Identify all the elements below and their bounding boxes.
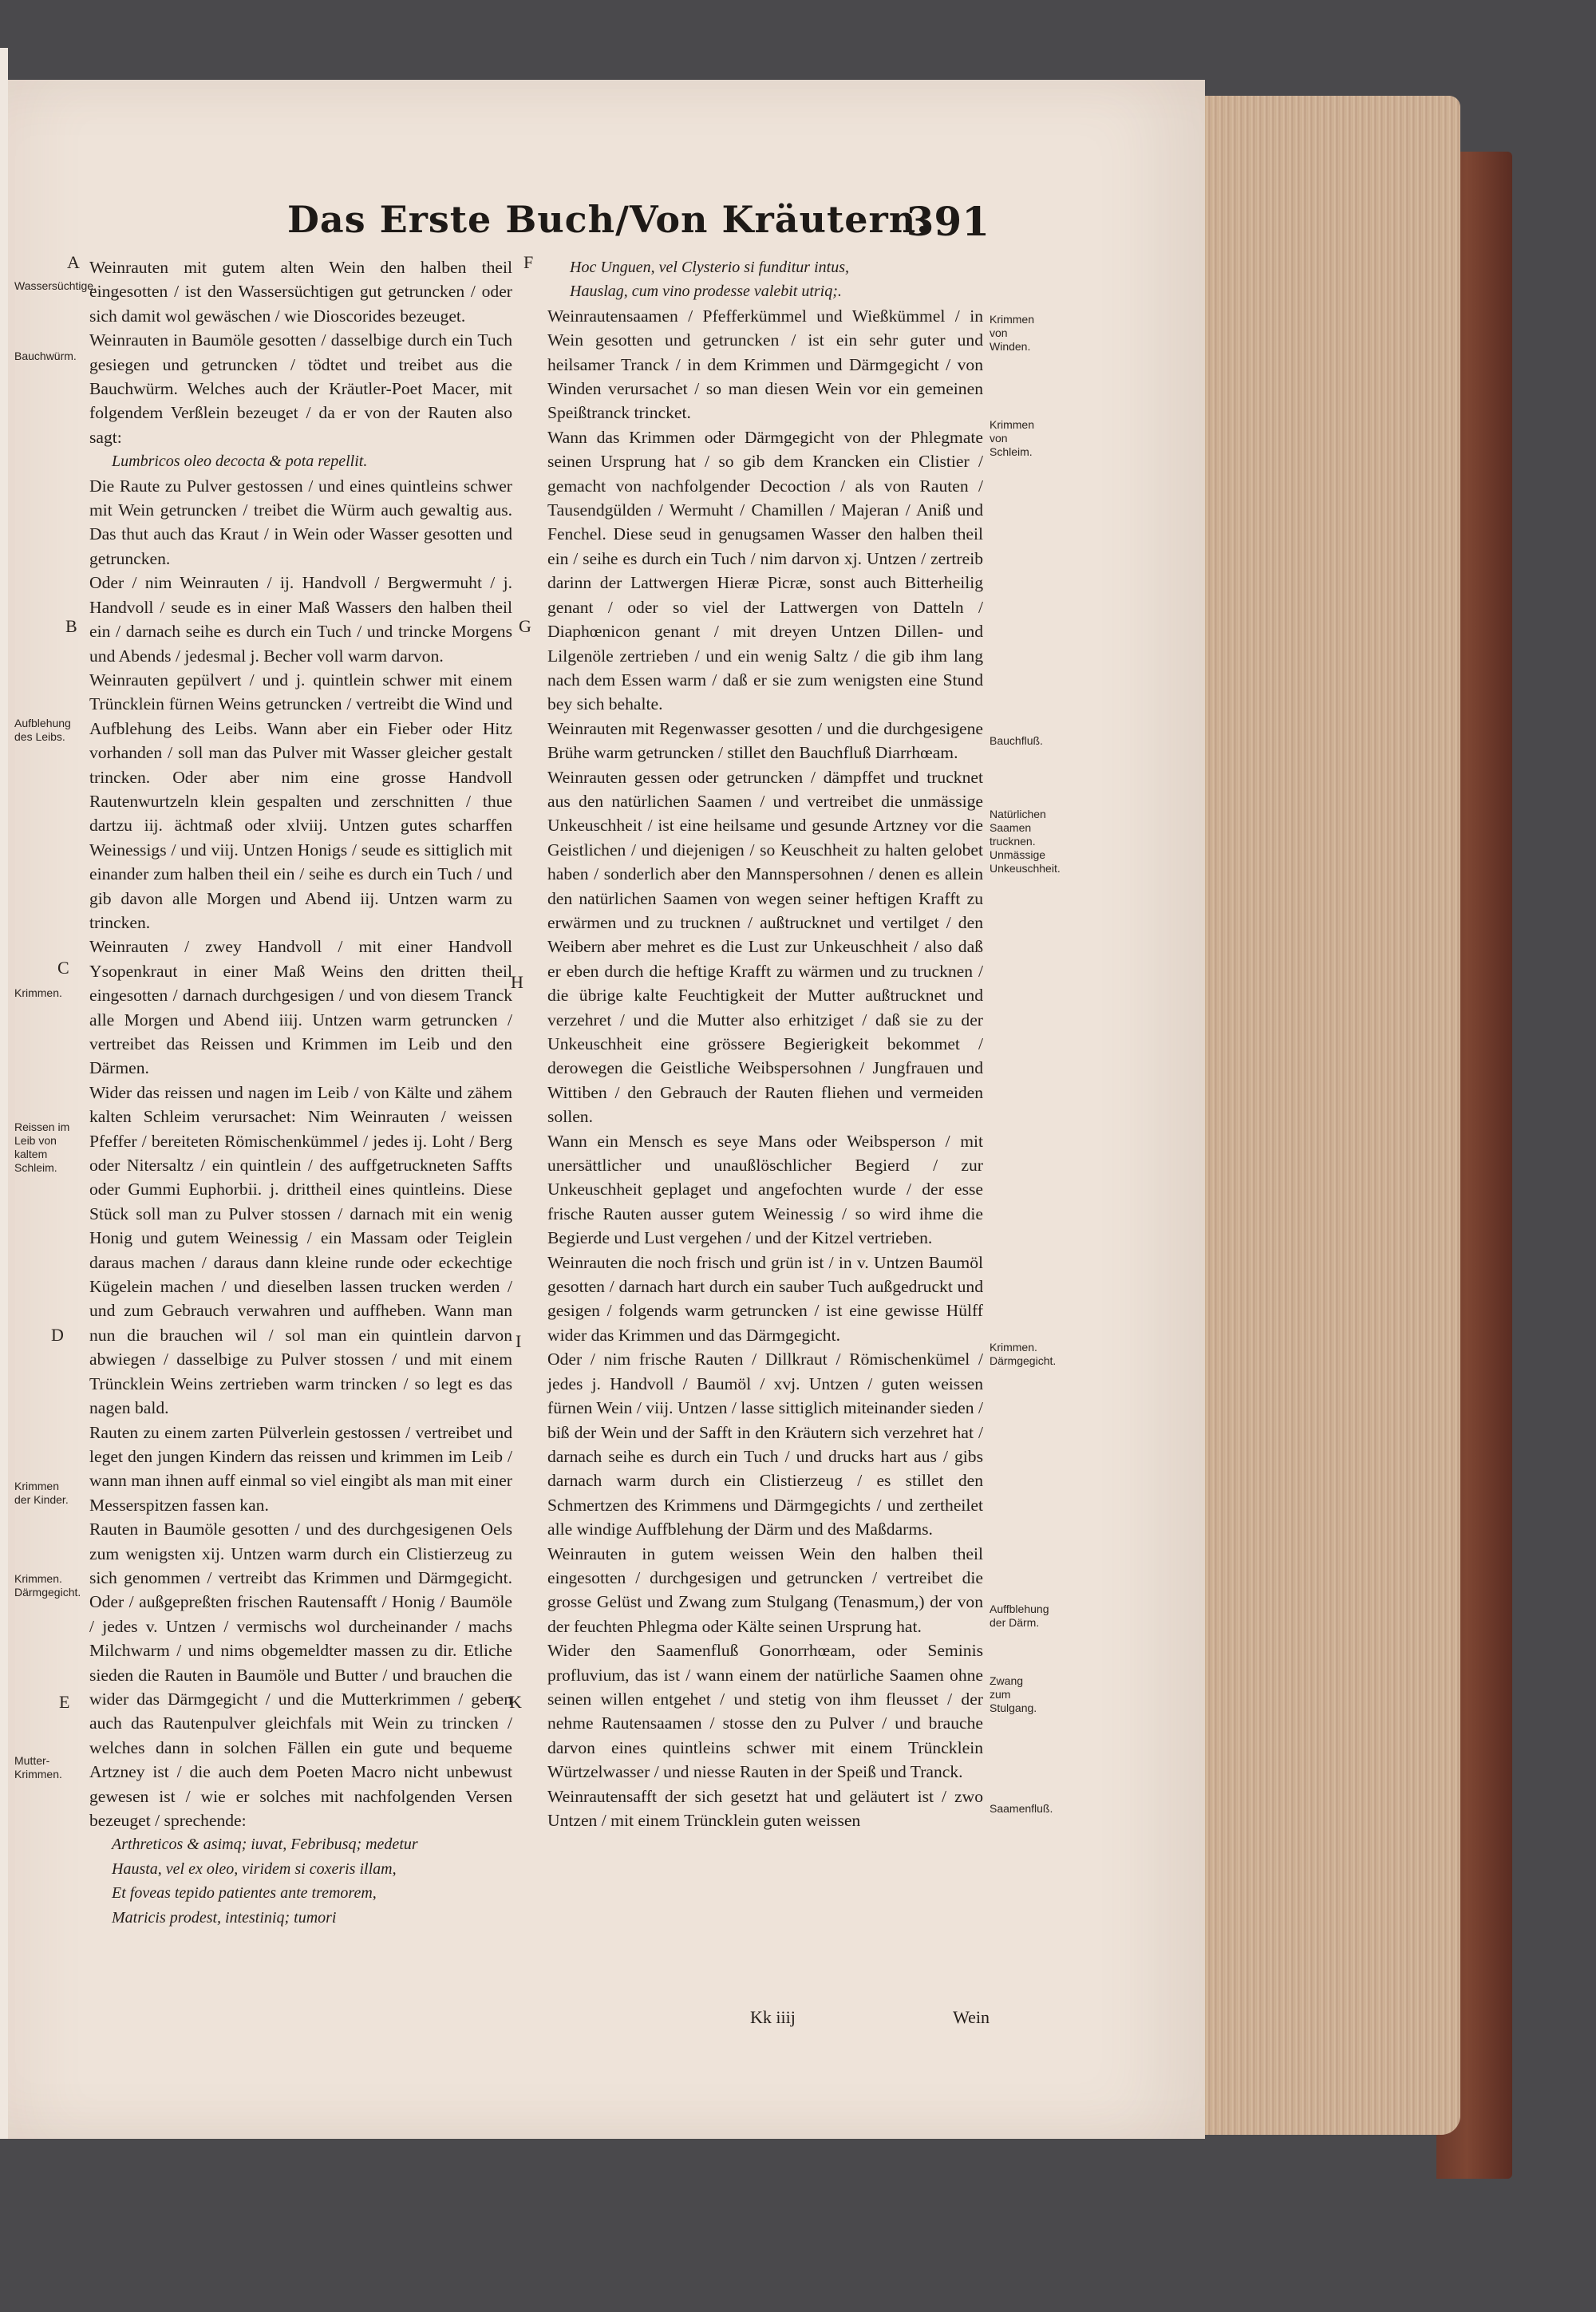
paragraph: Oder / nim frische Rauten / Dillkraut / Römischenkümel / jedes j. Handvoll / Baumöl / xvj. Untzen / guten weissen fürnen Wein / viij. Untzen / lasse sittiglich miteinander sieden / biß der Wein und der Safft in den Kräutern sich verzehret hat / darnach seihe es durch ein Tuch / und drucks hart aus / gibs darnach warm durch ein Clistierzeug / es stillet den Schmertzen des Krimmens und Därmgegichts / und zertheilet alle windige Auffblehung der Därm und des Maßdarms. xyxy=(547,1350,983,1539)
paragraph: Rauten in Baumöle gesotten / und des durchgesigenen Oels zum wenigsten xij. Untzen warm durch ein Clistierzeug zu sich genommen / vertreibt das Krimmen und Därmgegicht. Oder / außgepreßten frischen Rautensafft / Honig / Baumöle / jedes v. Untzen / vermischs wol durcheinander / machs Milchwarm / und nims obgemeldter massen zu dir. Etliche sieden die Rauten in Baumöle und Butter / und brauchen die wider das Därmgegicht / und die Mutterkrimmen / geben auch das Rautenpulver gleichfals mit Wein zu trincken / welches dann in solchen Fällen ein gute und bequeme Artzney ist / die auch dem Poeten Macro nicht unbewust gewesen ist / wie er solches mit nachfolgenden Versen bezeuget / sprechende: xyxy=(89,1520,512,1830)
paragraph: Wider das reissen und nagen im Leib / von Kälte und zähem kalten Schleim verursachet: Nim Weinrauten / weissen Pfeffer / bereiteten Römischenkümmel / jedes ij. Loht / Berg oder Nitersaltz / ein quintlein / des auffgetruckneten Saffts oder Gummi Euphorbii. j. drittheil eines quintleins. Diese Stück soll man zu Pulver stossen / darnach mit ein wenig Honig und gutem Weinessig / ein Massam oder Teiglein daraus machen / daraus dann kleine runde oder eckechtige Kügelein machen / und dieselben lassen trucken werden / und zum Gebrauch verwahren und auffheben. Wann man nun die brauchen wil / sol man ein quintlein darvon abwiegen / dasselbige zu Pulver stossen / und mit einem Trüncklein Weins zertrieben warm trincken / so legt es das nagen bald. xyxy=(89,1082,512,1418)
latin-verse: Arthreticos & asimq; iuvat, Febribusq; medetur xyxy=(112,1836,418,1854)
latin-verse: Hoc Unguen, vel Clysterio si funditur intus, xyxy=(570,259,849,276)
section-letter: D xyxy=(51,1325,64,1345)
margin-note: Krimmen von Winden. xyxy=(990,313,1035,353)
latin-verse: Matricis prodest, intestiniq; tumori xyxy=(112,1908,337,1927)
page-footer xyxy=(750,2007,990,2039)
section-letter: G xyxy=(519,616,531,636)
paragraph: Weinrauten gessen oder getruncken / dämpffet und trucknet aus den natürlichen Saamen / und vertreibet die unmässige Unkeuschheit / ist eine heilsame und gesunde Artzney vor die Geistlichen / und diejenigen / so Keuschheit zu halten gelobet haben / sonderlich aber den Mannspersohnen / denen es allein den natürlichen Saamen von wegen seiner heftigen Krafft zu erwärmen und zu trucknen / außtrucknet und vertilget / den Weibern aber mehret es die Lust zur Unkeuschheit / also daß er eben durch die heftige Krafft zu wärmen und zu trucknen / die übrige kalte Feuchtigkeit der Mutter außtrucknet und verzehret / und die Mutter also erhitziget / daß sie zu der Unkeuschheit eine grössere Begierigkeit bekommet / derowegen die Geistliche Weibspersohnen / Jungfrauen und Wittiben / den Gebrauch der Rauten fliehen und vermeiden sollen. xyxy=(547,767,983,1127)
section-letter: I xyxy=(516,1331,522,1351)
margin-note: Auffblehung der Därm. xyxy=(990,1603,1049,1629)
margin-note: Bauchwürm. xyxy=(14,350,77,362)
paragraph: Weinrauten in gutem weissen Wein den halben theil eingesotten / durchgesigen und getruncken / vertreibet die grosse Gelüst und Zwang zum Stulgang (Tenasmum,) der von der feuchten Phlegma oder Kälte seinen Ursprung hat. xyxy=(547,1543,983,1636)
previous-page-edge xyxy=(0,48,8,2139)
margin-note: Reissen im Leib von kaltem Schleim. xyxy=(14,1120,70,1174)
margin-note: Krimmen von Schleim. xyxy=(990,418,1035,458)
margin-note: Krimmen der Kinder. xyxy=(14,1480,69,1506)
margin-note: Zwang zum Stulgang. xyxy=(990,1674,1037,1714)
section-letter: E xyxy=(59,1692,70,1712)
margin-note: Krimmen. xyxy=(14,986,62,999)
section-letter: F xyxy=(523,252,534,272)
latin-verse: Hauslag, cum vino prodesse valebit utriq;. xyxy=(570,283,842,301)
paragraph: Weinrauten mit gutem alten Wein den halben theil eingesotten / ist den Wassersüchtigen gut getruncken / oder sich damit wol gewäschen / wie Dioscorides bezeuget. xyxy=(89,258,512,326)
paragraph: Weinrautensafft der sich gesetzt hat und geläutert ist / zwo Untzen / mit einem Trüncklein guten weissen xyxy=(547,1786,983,1830)
margin-note: Krimmen. Därmgegicht. xyxy=(14,1572,81,1599)
margin-note: Aufblehung des Leibs. xyxy=(14,717,71,743)
section-letter: A xyxy=(67,252,80,272)
page-number: 391 xyxy=(906,198,990,245)
section-letter: K xyxy=(509,1692,522,1712)
catchword: Wein xyxy=(953,2007,990,2027)
section-letter: B xyxy=(65,616,77,636)
paragraph: Wider den Saamenfluß Gonorrhœam, oder Seminis profluvium, das ist / wann einem der natürliche Saamen ohne seinen willen entgehet / und stetig von ihm fleusset / der nehme Rautensaamen / stosse den zu Pulver / und brauche darvon eines quintleins schwer mit einem Trüncklein Würtzelwasser / und niesse Rauten in der Speiß und Tranck. xyxy=(547,1641,983,1782)
latin-verse: Hausta, vel ex oleo, viridem si coxeris illam, xyxy=(112,1859,397,1878)
paragraph: Oder / nim Weinrauten / ij. Handvoll / Bergwermuht / j. Handvoll / seude es in einer Maß Wassers den halben theil ein / darnach seihe es durch ein Tuch / und trincke Morgens und Abends / jedesmal j. Becher voll warm darvon. xyxy=(89,573,512,666)
paragraph: Rauten zu einem zarten Pülverlein gestossen / vertreibet und leget den jungen Kindern das reissen und krimmen im Leib / wann man ihnen auff einmal so viel eingibt als man mit einer Messerspitzen fassen kan. xyxy=(89,1422,512,1515)
paragraph: Weinrauten mit Regenwasser gesotten / und die durchgesigene Brühe warm getruncken / stillet den Bauchfluß Diarrhœam. xyxy=(547,718,983,763)
page-edges xyxy=(1173,96,1460,2135)
margin-note: Saamenfluß. xyxy=(990,1802,1053,1815)
paragraph: Die Raute zu Pulver gestossen / und eines quintleins schwer mit Wein getruncken / treibet die Würm auch gewaltig aus. Das thut auch das Kraut / in Wein oder Wasser gesotten und getruncken. xyxy=(89,476,512,568)
latin-verse: Et foveas tepido patientes ante tremorem, xyxy=(112,1884,377,1903)
right-column xyxy=(547,255,983,1832)
page-header xyxy=(287,198,990,254)
left-column xyxy=(89,255,512,1930)
signature-mark: Kk iiij xyxy=(750,2007,796,2027)
paragraph: Weinrautensaamen / Pfefferkümmel und Wießkümmel / in Wein gesotten und getruncken / ist ein sehr guter und heilsamer Tranck / in dem Krimmen und Därmgegicht / von Winden verursachet / so man diesen Wein vor ein gemeinen Speißtranck trincket. xyxy=(547,306,983,423)
margin-note: Bauchfluß. xyxy=(990,734,1043,747)
paragraph: Weinrauten gepülvert / und j. quintlein schwer mit einem Trüncklein fürnen Weins getruncken / vertreibt die Wind und Aufblehung des Leibs. Wann aber ein Fieber oder Hitz vorhanden / soll man das Pulver mit Wasser gleicher gestalt trincken. Oder aber nim eine grosse Handvoll Rautenwurtzeln klein gespalten und zerschnitten / thue dartzu iij. ächtmaß oder xlviij. Untzen gutes scharffen Weinessigs / und viij. Untzen Honigs / seude es sittiglich mit einander zum halben theil ein / seihe es durch ein Tuch / und gib davon alle Morgen und Abend iij. Untzen warm zu trincken. xyxy=(89,670,512,932)
margin-note: Mutter-Krimmen. xyxy=(14,1754,62,1780)
paragraph: Weinrauten in Baumöle gesotten / dasselbige durch ein Tuch gesiegen und getruncken / tödtet und treibet aus die Bauchwürm. Welches auch der Kräutler-Poet Macer, mit folgendem Verßlein bezeuget / da er von der Rauten also sagt: xyxy=(89,330,512,447)
margin-note: Wassersüchtige. xyxy=(14,279,97,292)
latin-verse: Lumbricos oleo decocta & pota repellit. xyxy=(112,453,368,471)
paragraph: Wann das Krimmen oder Därmgegicht von der Phlegmate seinen Ursprung hat / so gib dem Krancken ein Clistier / gemacht von nachfolgender Decoction / als von Rauten / Tausendgülden / Wermuht / Chamillen / Majeran / Aniß und Fenchel. Diese seud in genugsamen Wasser den halben theil ein / seihe es durch ein Tuch / nim darvon xj. Untzen / zertreib darinn der Lattwergen Hieræ Picræ, sonst auch Bitterheilig genant / oder so viel der Lattwergen von Datteln / Diaphœnicon genant / mit dreyen Untzen Dillen- und Lilgenöle zertrieben / und ein wenig Saltz / die gib ihm lang nach dem Essen warm / daß er sie zum wenigsten eine Stund bey sich behalte. xyxy=(547,427,983,714)
section-letter: H xyxy=(511,972,523,992)
running-title: Das Erste Buch/Von Kräutern. xyxy=(287,198,930,241)
paragraph: Weinrauten / zwey Handvoll / mit einer Handvoll Ysopenkraut in einer Maß Weins den dritten theil eingesotten / darnach durchgesigen / und von diesem Tranck alle Morgen und Abend iiij. Untzen warm getruncken / vertreibet das Reissen und Krimmen im Leib und den Därmen. xyxy=(89,937,512,1078)
margin-note: Natürlichen Saamen trucknen. Unmässige Unkeuschheit. xyxy=(990,808,1061,875)
section-letter: C xyxy=(57,958,69,978)
paragraph: Weinrauten die noch frisch und grün ist / in v. Untzen Baumöl gesotten / darnach hart durch ein sauber Tuch außgedruckt und gesigen / folgends warm getruncken / ist eine gewisse Hülff wider das Krimmen und das Därmgegicht. xyxy=(547,1252,983,1345)
paragraph: Wann ein Mensch es seye Mans oder Weibsperson / mit unersättlicher und unaußlöschlicher Begierd / zur Unkeuschheit geplaget und angefochten wurde / der esse frische Rauten ausser gutem Weinessig / so wird ihme die Begierde und Lust vergehen / und der Kitzel vertrieben. xyxy=(547,1131,983,1248)
margin-note: Krimmen. Därmgegicht. xyxy=(990,1341,1057,1367)
